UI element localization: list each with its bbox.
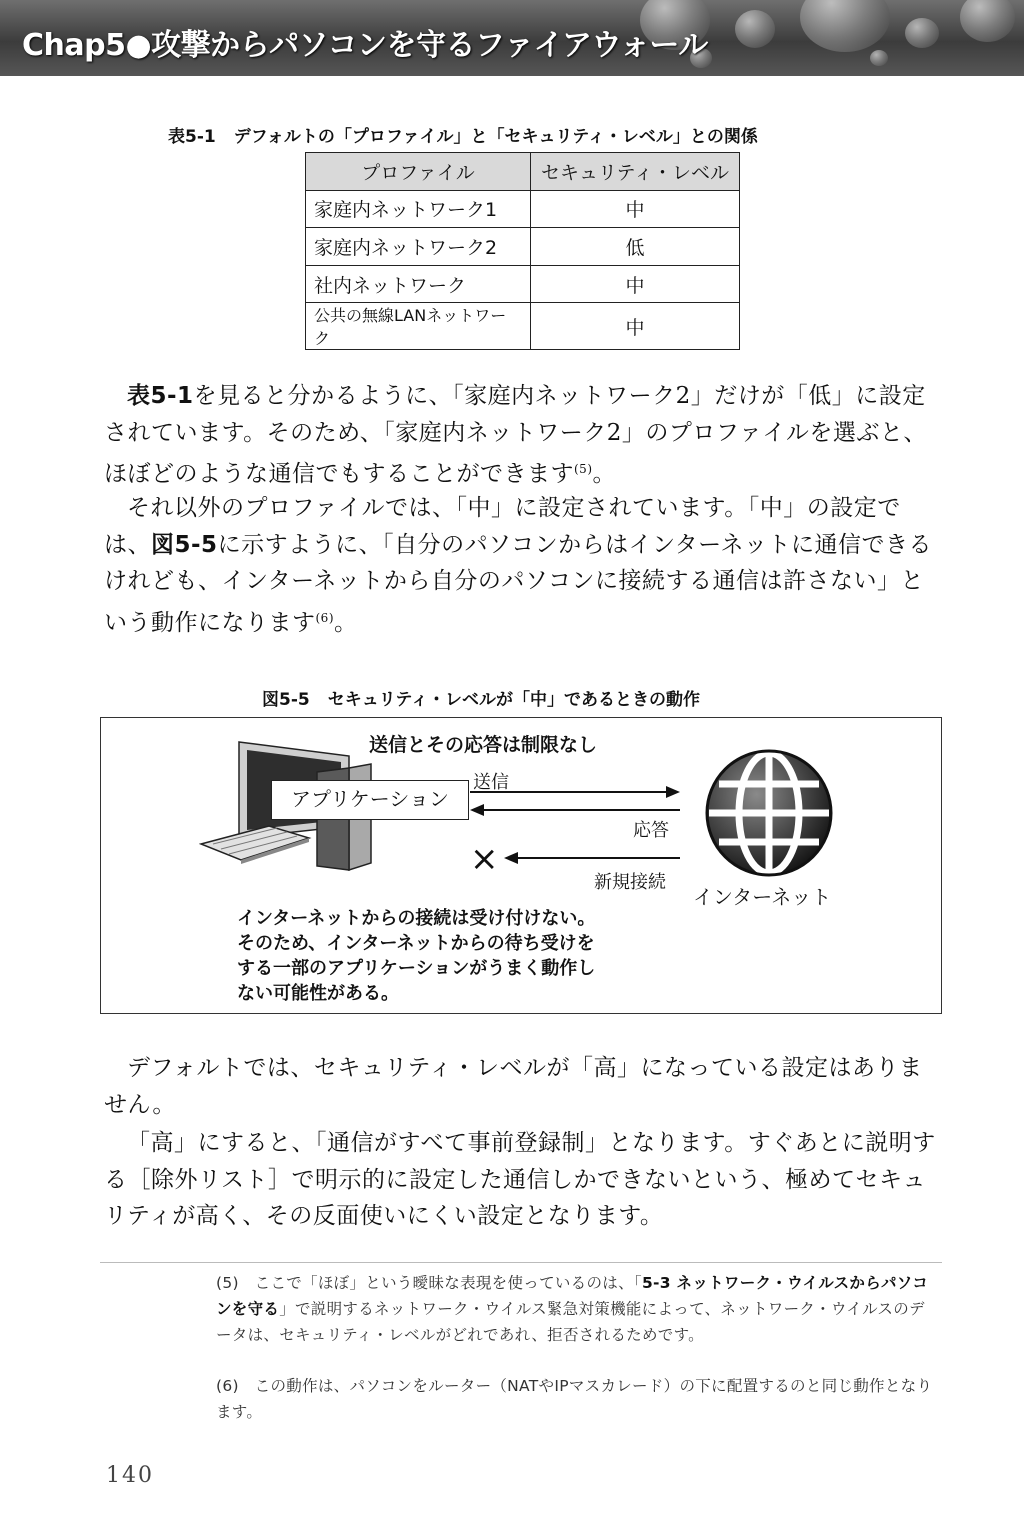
table-reference: 表5-1	[127, 383, 194, 409]
footnote-number: (6)	[216, 1377, 239, 1395]
chapter-header	[0, 0, 1024, 76]
paragraph-end: 。	[334, 609, 358, 636]
profile-cell: 家庭内ネットワーク1	[306, 190, 531, 228]
section-reference: 5-3 ネットワーク・ウイルスからパソコンを守る	[216, 1274, 929, 1318]
paragraph-text: に示すように、「自分のパソコンからはインターネットに通信できるけれども、インターネットから自分のパソコンに接続する通信は許さない」という動作になります	[104, 531, 933, 636]
table-row	[306, 265, 740, 303]
paragraph-end: 。	[592, 461, 616, 487]
table-caption	[168, 122, 758, 147]
level-cell: 中	[531, 303, 740, 350]
figure-note-line: インターネットからの接続は受け付けない。	[237, 908, 596, 929]
application-box: アプリケーション	[271, 780, 469, 820]
response-label: 応答	[633, 820, 669, 841]
footnote-ref: (6)	[315, 610, 334, 625]
profile-cell: 社内ネットワーク	[306, 265, 531, 303]
figure-top-label: 送信とその応答は制限なし	[369, 734, 598, 756]
blocked-mark-icon: ×	[470, 839, 499, 879]
figure-note-line: そのため、インターネットからの待ち受けを	[237, 933, 595, 954]
new-connection-label: 新規接続	[594, 872, 666, 893]
footnote-5	[216, 1270, 940, 1348]
figure-caption-text: セキュリティ・レベルが「中」であるときの動作	[327, 690, 701, 710]
footnote-number: (5)	[216, 1274, 239, 1292]
table-row	[306, 190, 740, 228]
footnote-6	[216, 1373, 940, 1425]
table-row	[306, 303, 740, 350]
internet-label: インターネット	[693, 885, 832, 909]
paragraph-text: を見ると分かるように、「家庭内ネットワーク2」だけが「低」に設定されています。そのため、「家庭内ネットワーク2」のプロファイルを選ぶと、ほぼどのような通信でもすることができます	[104, 383, 927, 487]
level-cell: 中	[531, 190, 740, 228]
body-paragraph	[104, 490, 942, 641]
header-security-level: セキュリティ・レベル	[531, 153, 740, 191]
profile-security-table	[305, 152, 740, 350]
profile-cell: 公共の無線LANネットワーク	[306, 303, 531, 350]
figure-note	[237, 906, 717, 1006]
table-number: 表5-1	[168, 127, 216, 147]
chapter-title: Chap5●攻撃からパソコンを守るファイアウォール	[22, 28, 708, 63]
body-paragraph	[104, 1050, 942, 1123]
table-caption-text: デフォルトの「プロファイル」と「セキュリティ・レベル」との関係	[233, 127, 758, 147]
profile-cell: 家庭内ネットワーク2	[306, 228, 531, 266]
figure-note-line: する一部のアプリケーションがうまく動作し	[237, 958, 596, 979]
footnote-divider	[100, 1262, 942, 1263]
globe-icon	[704, 748, 834, 878]
figure-caption	[262, 685, 700, 710]
footnote-text: ここで「ほぼ」という曖昧な表現を使っているのは、「	[254, 1274, 642, 1292]
body-paragraph	[104, 1125, 942, 1235]
level-cell: 低	[531, 228, 740, 266]
table-row	[306, 228, 740, 266]
figure-note-line: ない可能性がある。	[237, 983, 399, 1004]
paragraph-text: それ以外のプロファイルでは、「中」に設定されています。「中」の設定では、	[104, 495, 901, 558]
page-number: 140	[106, 1463, 154, 1488]
level-cell: 中	[531, 265, 740, 303]
paragraph-text: 「高」にすると、「通信がすべて事前登録制」となります。すぐあとに説明する［除外リスト］で明示的に設定した通信しかできないという、極めてセキュリティが高く、その反面使いにくい設定となります。	[104, 1130, 936, 1229]
send-label: 送信	[473, 772, 509, 793]
figure-diagram	[100, 717, 942, 1014]
figure-reference: 図5-5	[151, 531, 218, 558]
paragraph-text: デフォルトでは、セキュリティ・レベルが「高」になっている設定はありません。	[104, 1055, 923, 1118]
footnote-ref: (5)	[574, 462, 593, 476]
footnote-text: この動作は、パソコンをルーター（NATやIPマスカレード）の下に配置するのと同じ動作となります。	[216, 1377, 933, 1421]
figure-number: 図5-5	[262, 690, 310, 710]
table-header-row	[306, 153, 740, 191]
header-profile: プロファイル	[306, 153, 531, 191]
footnote-text: 」で説明するネットワーク・ウイルス緊急対策機能によって、ネットワーク・ウイルスのデータは、セキュリティ・レベルがどれであれ、拒否されるためです。	[216, 1300, 925, 1344]
body-paragraph	[104, 378, 942, 493]
